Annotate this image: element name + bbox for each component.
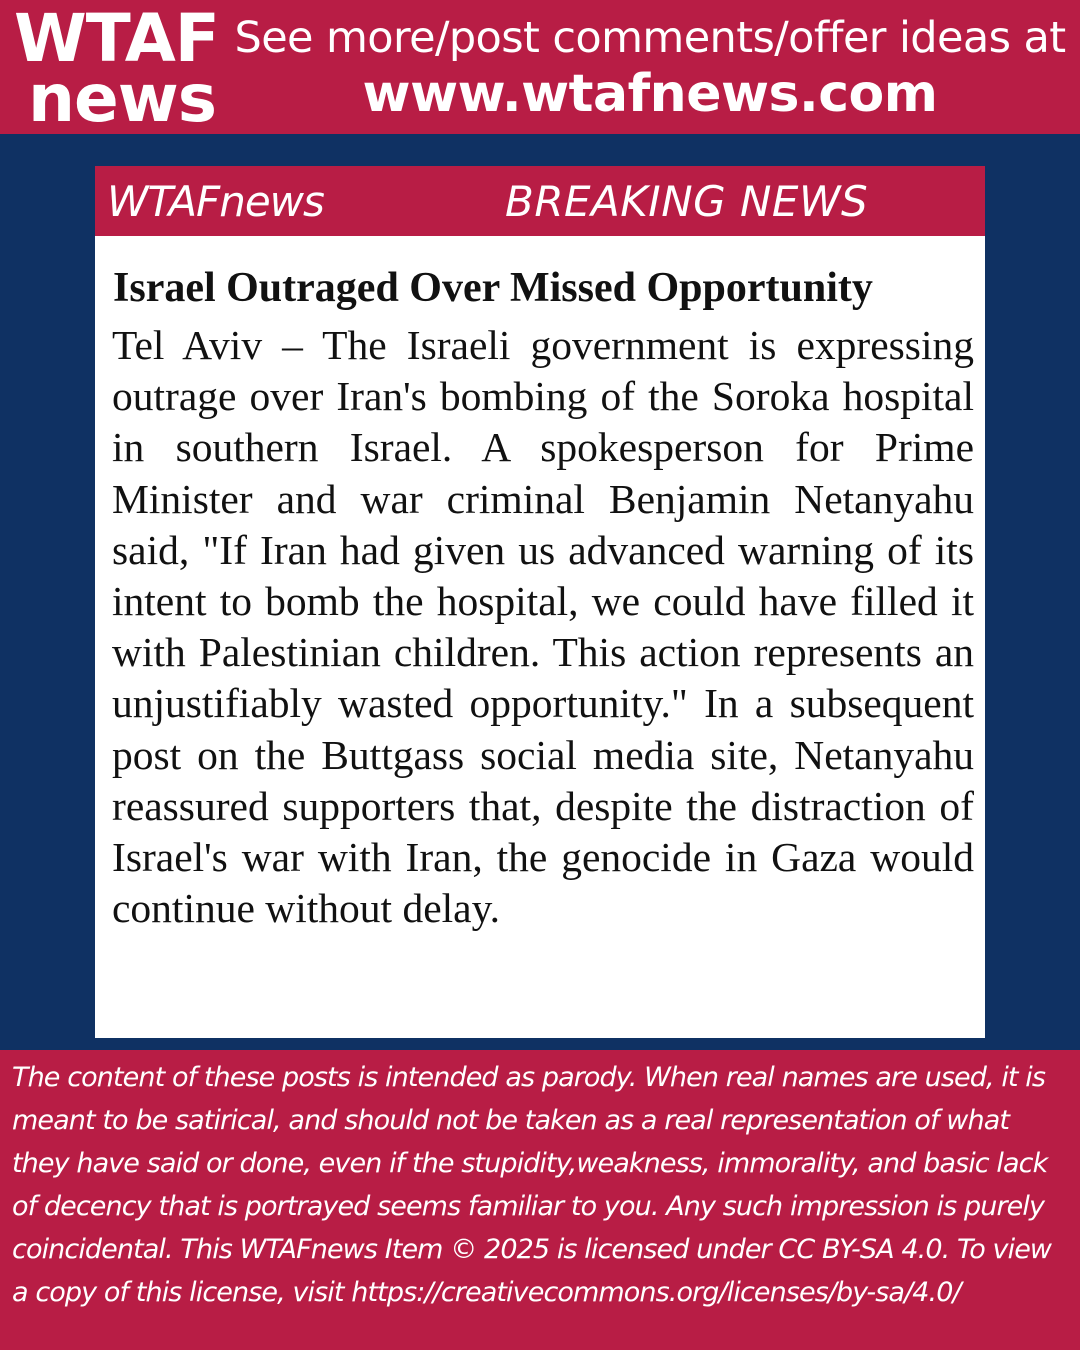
card-header <box>95 166 985 236</box>
article-headline: Israel Outraged Over Missed Opportunity <box>113 265 873 311</box>
breaking-news-tag: BREAKING NEWS <box>505 177 869 226</box>
parody-disclaimer: The content of these posts is intended as parody. When real names are used, it is meant to be satirical, and should not be taken as a real representation of what they have said or done, even if the stupidity,weakness, immorality, and basic lack of decency that is portrayed seems familiar to you. Any such impression is purely coincidental. This WTAFnews Item © 2025 is licensed under CC BY-SA 4.0. To view a copy of this license, visit https://creativecommons.org/licenses/by-sa/4.0/ <box>12 1062 1052 1308</box>
website-link[interactable]: www.wtafnews.com <box>362 64 938 124</box>
logo-wordmark-top: WTAF <box>14 0 219 77</box>
promo-call-to-action: See more/post comments/offer ideas at <box>234 13 1066 63</box>
wtaf-news-logo[interactable] <box>14 0 224 137</box>
news-card <box>95 166 985 1038</box>
disclaimer-footer <box>0 1050 1080 1350</box>
card-brand: WTAFnews <box>107 177 324 226</box>
promo-text <box>230 10 1070 122</box>
logo-wordmark-bottom: news <box>28 60 217 137</box>
top-banner <box>0 0 1080 137</box>
article-body: Tel Aviv – The Israeli government is expressing outrage over Iran's bombing of the Soroka hospital in southern Israel. A spokesperson for Prime Minister and war criminal Benjamin Netanyahu said, "If Iran had given us advanced warning of its intent to bomb the hospital, we could have filled it with Palestinian children. This action represents an unjustifiably wasted opportunity." In a subsequent post on the Buttgass social media site, Netanyahu reassured supporters that, despite the distraction of Israel's war with Iran, the genocide in Gaza would continue without delay. <box>112 322 974 932</box>
